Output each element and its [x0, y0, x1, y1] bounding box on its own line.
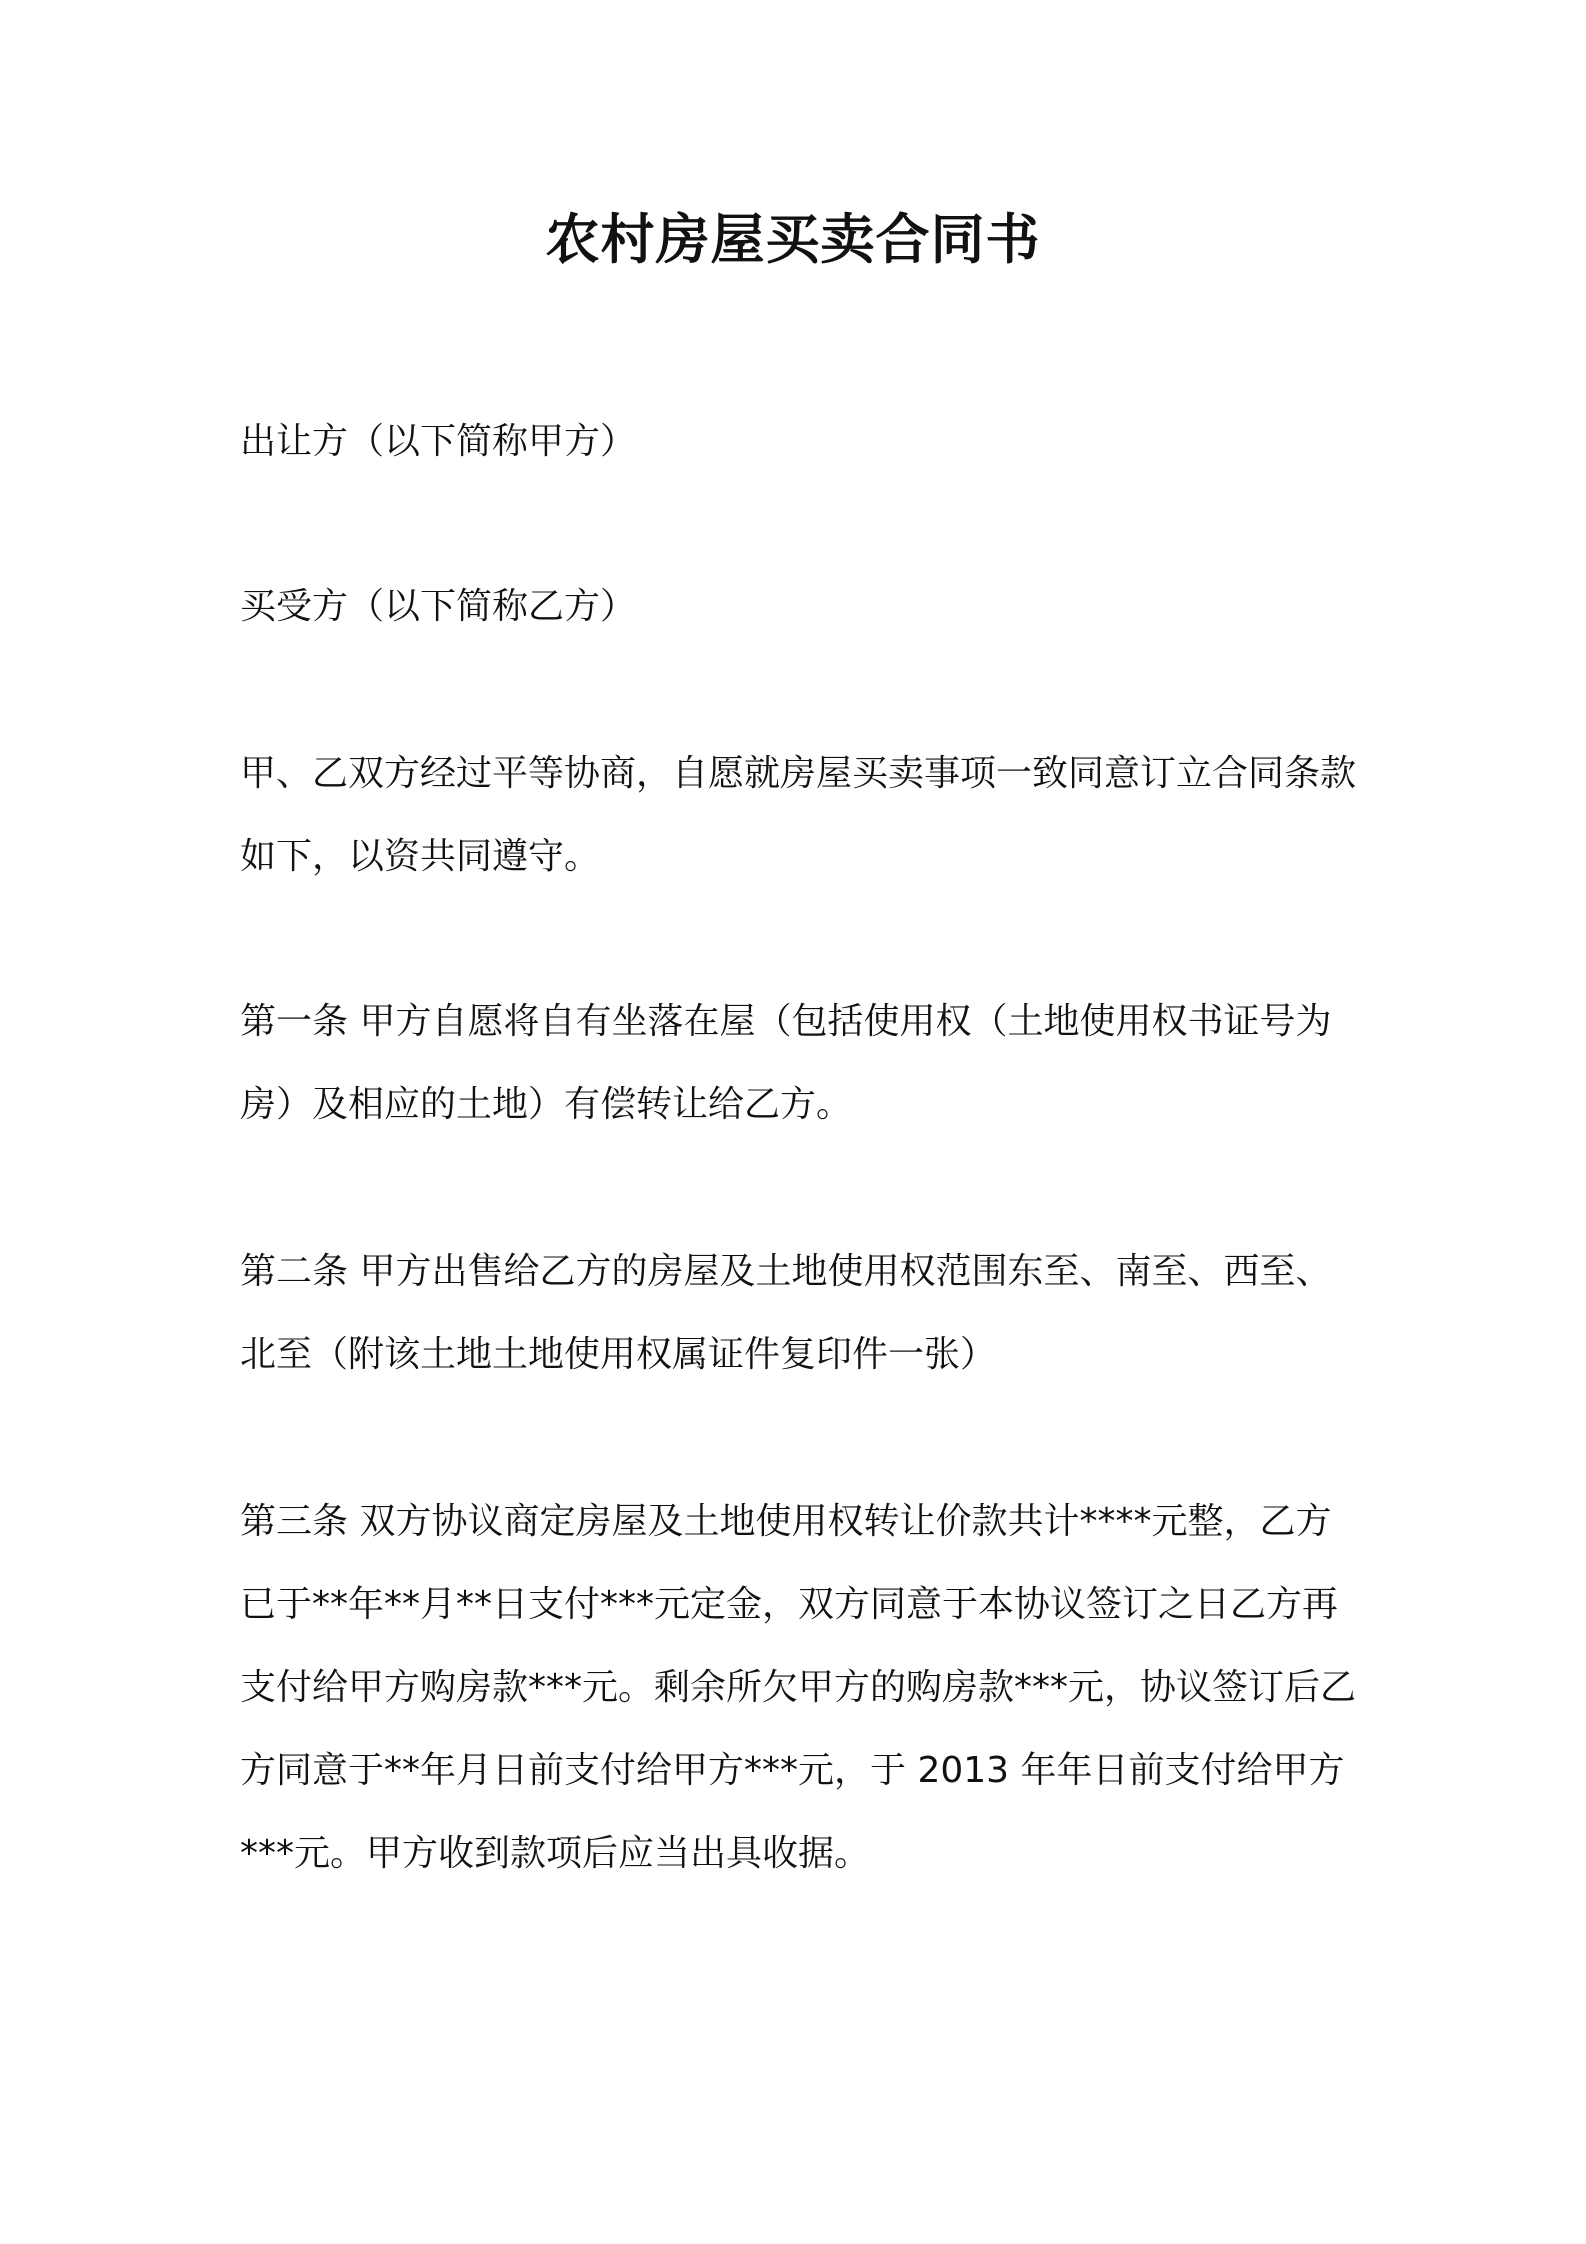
article-3-paragraph: 第三条 双方协议商定房屋及土地使用权转让价款共计****元整，乙方已于**年**月**日支付***元定金，双方同意于本协议签订之日乙方再支付给甲方购房款***元。剩余所欠甲方的购房款***元，协议签订后乙方同意于**年月日前支付给甲方***元，于 2013 年年日前支付给甲方***元。甲方收到款项后应当出具收据。 [240, 1501, 1357, 1874]
seller-line: 出让方（以下简称甲方） [240, 421, 637, 462]
article-2-paragraph: 第二条 甲方出售给乙方的房屋及土地使用权范围东至、南至、西至、北至（附该土地土地使用权属证件复印件一张） [240, 1251, 1332, 1375]
article-1-paragraph: 第一条 甲方自愿将自有坐落在屋（包括使用权（土地使用权书证号为房）及相应的土地）有偿转让给乙方。 [240, 1001, 1332, 1125]
document-title: 农村房屋买卖合同书 [545, 208, 1041, 271]
preamble-paragraph: 甲、乙双方经过平等协商，自愿就房屋买卖事项一致同意订立合同条款如下，以资共同遵守。 [240, 753, 1357, 877]
buyer-line: 买受方（以下简称乙方） [240, 586, 637, 627]
